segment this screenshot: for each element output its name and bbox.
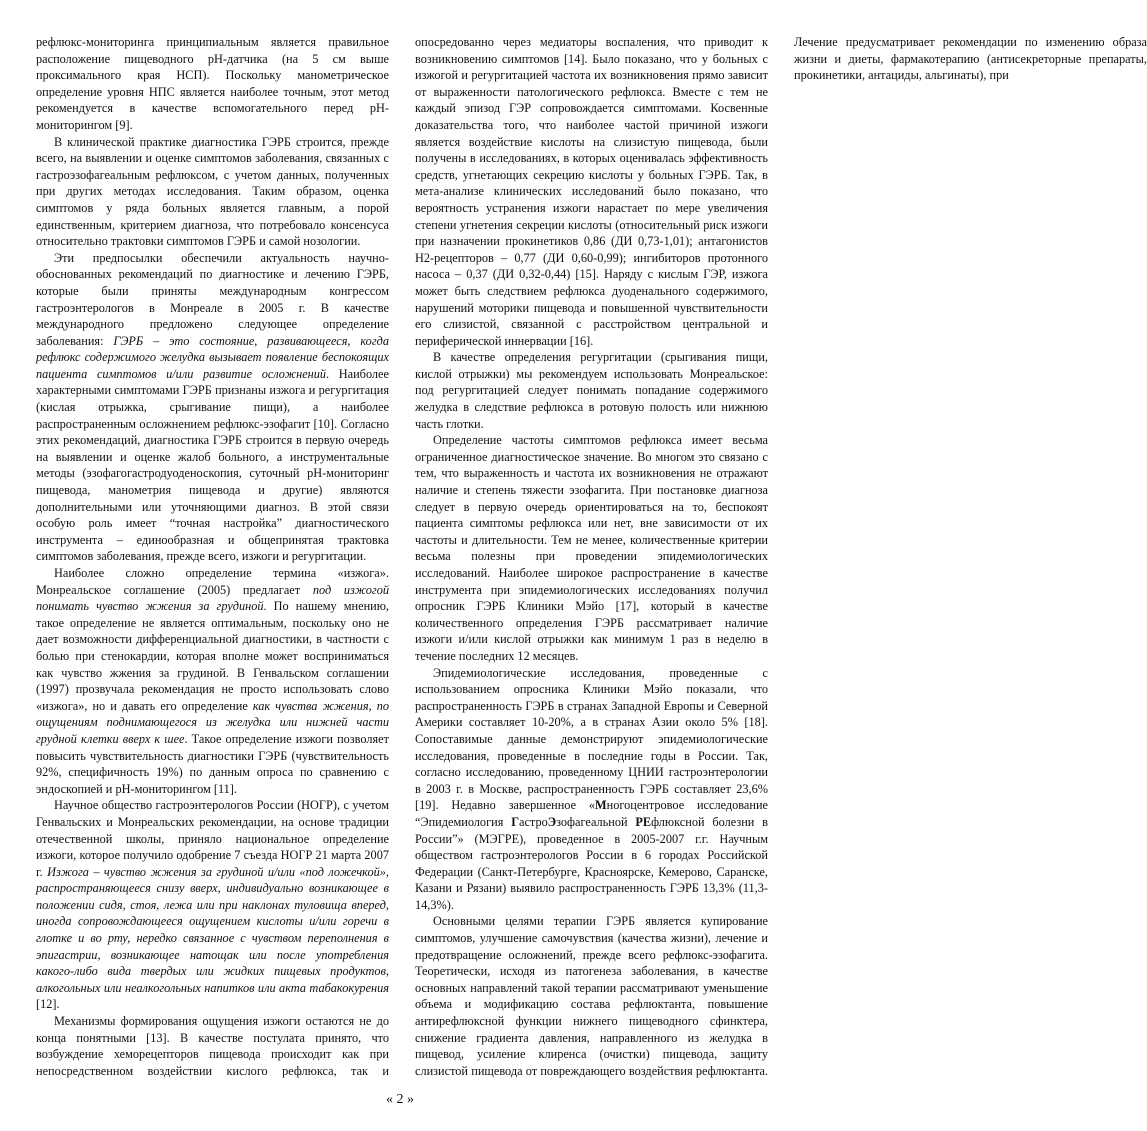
paragraph-text: Эти предпосылки обеспечили актуальность научно-обоснованных рекомендаций по диагностике и лечению ГЭРБ, которые были приняты международным конгрессом гастроэнтерологов в Монреале в 2005 г. В качестве международного предложено следующее определение заболевания: <box>36 250 389 348</box>
bold-text: Э <box>547 814 557 829</box>
paragraph-text: зофагеальной <box>556 814 636 829</box>
italic-text: под изжогой понимать чувство жжения за грудиной <box>36 582 389 614</box>
paragraph-text: рефлюкс-мониторинга принципиальным является правильное расположение пищеводного рН-датчика (на 5 см выше проксимального края НСП). Поскольку манометрическое определение уровня НПС является наиболее точным, этот метод рекомендуется в качестве вспомогательного перед рН-мониторингом [9]. <box>36 35 389 132</box>
paragraph-text: В клинической практике диагностика ГЭРБ строится, прежде всего, на выявлении и оценке симптомов заболевания, связанных с гастроэзофагеальным рефлюксом, с учетом данных, полученных при других методах исследования. Таким образом, оценка симптомов у ряда больных является главным, а порой единственным, критерием диагноза, что потребовало консенсуса относительно трактовки симптомов ГЭРБ и самой нозологии. <box>36 134 389 249</box>
paragraph-text: Механизмы формирования ощущения изжоги остаются не до конца понятными [13]. В качестве постулата принято, что возбуждение хеморецепторов пищевода происходит как при непосредственном воздействии кислого рефлюкса, так и опосредованно через медиаторы воспаления, что приводит к возникновению симптомов [14]. Было показано, что у больных с изжогой и регургитацией частота их возникновения прямо зависит от выраженности патологического рефлюкса. Вместе с тем не каждый эпизод ГЭР сопровождается симптомами. Косвенные доказательства того, что наиболее частой причиной изжоги является воздействие кислоты на слизистую пищевода, были получены в исследованиях, в которых оценивалась эффективность средств, угнетающих секрецию кислоты у больных ГЭРБ. Так, в мета-анализе клинических исследований было показано, что вероятность устранения изжоги нарастает по мере увеличения степени угнетения секреции кислоты (относительный риск изжоги при назначении прокинетиков 0,86 (ДИ 0,73-1,01); антагонистов Н2-рецепторов – 0,77 (ДИ 0,60-0,99); ингибиторов протонного насоса – 0,37 (ДИ 0,32-0,44) [15]. Наряду с кислым ГЭР, изжога может быть следствием рефлюкса дуоденального содержимого, нарушений моторики пищевода и повышенной чувствительности его слизистой, связанной с расстройством центральной и периферической иннервации [16]. <box>36 35 768 1078</box>
paragraph-text: Определение частоты симптомов рефлюкса имеет весьма ограниченное диагностическое значение. Во многом это связано с тем, что выраженность и частота их возникновения не отражают наличие и степень тяжести эзофагита. При постановке диагноза следует в первую очередь ориентироваться на то, беспокоят пациента симптомы рефлюкса или нет, вне зависимости от их частоты и длительности. Тем не менее, количественные критерии весьма полезны при проведении эпидемиологических исследований. Наиболее широкое распространение в качестве инструмента при эпидемиологических исследованиях получил опросник ГЭРБ Клиники Мэйо [17], который в качестве количественного определения ГЭРБ рассматривает наличие изжоги и/или кислой отрыжки как минимум 1 раз в неделю в течение последних 12 месяцев. <box>415 433 768 663</box>
body-paragraph <box>36 565 389 797</box>
paragraph-text: . По нашему мнению, такое определение не является оптимальным, поскольку оно не дает возможности дифференциальной диагностики, в частности с болью при стенокардии, которая вполне может восприниматься как чувство жжения за грудиной. В Генвальском соглашении (1997) прозвучала рекомендация не просто использовать слово «изжога», но и давать его определение <box>36 599 389 713</box>
body-paragraph <box>415 432 768 664</box>
bold-text: М <box>595 798 607 813</box>
paragraph-text: астро <box>519 814 548 829</box>
body-paragraph <box>36 250 389 565</box>
body-paragraph <box>36 797 389 1013</box>
body-paragraph <box>36 134 389 250</box>
paragraph-text: Наиболее сложно определение термина «изжога». Монреальское соглашение (2005) предлагает <box>36 566 389 597</box>
page-number: « 2 » <box>386 1092 414 1107</box>
body-paragraph <box>415 349 768 432</box>
paragraph-text: флюксной болезни в России”» (МЭГРЕ), проведенное в 2005-2007 г.г. Научным обществом гастроэнтерологов России в 6 городах Российской Федерации (Санкт-Петербурге, Красноярске, Кемерово, Саранске, Казани и Рязани) выявило распространенность ГЭРБ 13,3% (11,3-14,3%). <box>415 814 768 912</box>
paragraph-text: В качестве определения регургитации (срыгивания пищи, кислой отрыжки) мы рекомендуем использовать Монреальское: под регургитацией следует понимать попадание содержимого желудка в следствие рефлюкса в ротовую полость или нижнюю часть глотки. <box>415 350 768 431</box>
paragraph-text: . Такое определение изжоги позволяет повысить чувствительность диагностики ГЭРБ (чувствительность 92%, специфичность 19%) по данным опроса по сравнению с эндоскопией и рН-мониторингом [11]. <box>36 731 389 796</box>
paragraph-text: . Наиболее характерными симптомами ГЭРБ признаны изжога и регургитация (кислая отрыжка, срыгивание пищи), а наиболее распространенным осложнением рефлюкс-эзофагит [10]. Согласно этих рекомендаций, диагностика ГЭРБ строится в первую очередь на выявлении и оценке жалоб больного, а инструментальные методы (эзофагогастродуоденоскопия, суточный рН-мониторинг пищевода, манометрия пищевода и другие) являются дополнительными или уточняющими диагноз. В этой связи особую роль имеет “точная настройка” диагностического инструмента – единообразная и общепринятая трактовка симптомов заболевания, прежде всего, изжоги и регургитации. <box>36 366 389 564</box>
paragraph-text: [12]. <box>36 997 60 1012</box>
two-column-body <box>36 34 1147 1084</box>
italic-text: как чувства жжения, по ощущениям поднимающегося из желудка или нижней части грудной клетки вверх к шее <box>36 698 390 746</box>
bold-text: Г <box>511 814 520 829</box>
paragraph-text: Научное общество гастроэнтерологов России (НОГР), с учетом Генвальских и Монреальских рекомендации, на основе традиции отечественной школы, приняло национальное определение изжоги, которое получило одобрение 7 съезда НОГР 21 марта 2007 г. <box>36 798 389 879</box>
italic-text: Изжога – чувство жжения за грудиной и/или «под ложечкой», распространяющееся снизу вверх, индивидуально возникающее в положении сидя, стоя, лежа или при наклонах туловища вперед, иногда сопровождающееся ощущением кислоты и/или горечи в глотке и во рту, нередко связанное с чувством переполнения в эпигастрии, возникающее натощак или после употребления какого-либо вида твердых или жидких пищевых продуктов, алкогольных или неалкогольных напитков или акта табакокурения <box>36 864 389 995</box>
paragraph-text: Основными целями терапии ГЭРБ является купирование симптомов, улучшение самочувствия (качества жизни), лечение и предотвращение осложнений, прежде всего рефлюкс-эзофагита. Теоретически, исходя из патогенеза заболевания, в качестве основных направлений такой терапии рассматривают уменьшение объема и модификацию состава рефлюктанта, повышение антирефлюксной функции нижнего пищеводного сфинктера, снижение градиента давления, направленного из желудка в пищевод, усиление клиренса (очистки) пищевода, защиту слизистой пищевода от повреждающего воздействия рефлюктанта. Лечение предусматривает рекомендации по изменению образа жизни и диеты, фармакотерапию (антисекреторные препараты, прокинетики, антациды, альгинаты), при <box>415 35 1147 1078</box>
body-paragraph <box>415 665 768 914</box>
body-paragraph <box>36 34 389 134</box>
bold-text: РЕ <box>635 814 652 829</box>
paragraph-text: ногоцентровое исследование “Эпидемиология <box>415 798 769 829</box>
paragraph-text: Эпидемиологические исследования, проведенные с использованием опросника Клиники Мэйо показали, что распространенность ГЭРБ в странах Западной Европы и Северной Америки составляет 10-20%, а в странах Азии около 5% [18]. Сопоставимые данные демонстрируют эпидемиологические исследования, проведенные в последние годы в России. Так, согласно исследованию, проведенному ЦНИИ гастроэнтерологии в 2003 г. в Москве, распространенность ГЭРБ составляет 23,6% [19]. Недавно завершенное « <box>415 665 768 813</box>
italic-text: ГЭРБ – это состояние, развивающееся, когда рефлюкс содержимого желудка вызывает появление беспокоящих пациента симптомов и/или развитие осложнений <box>36 333 389 381</box>
